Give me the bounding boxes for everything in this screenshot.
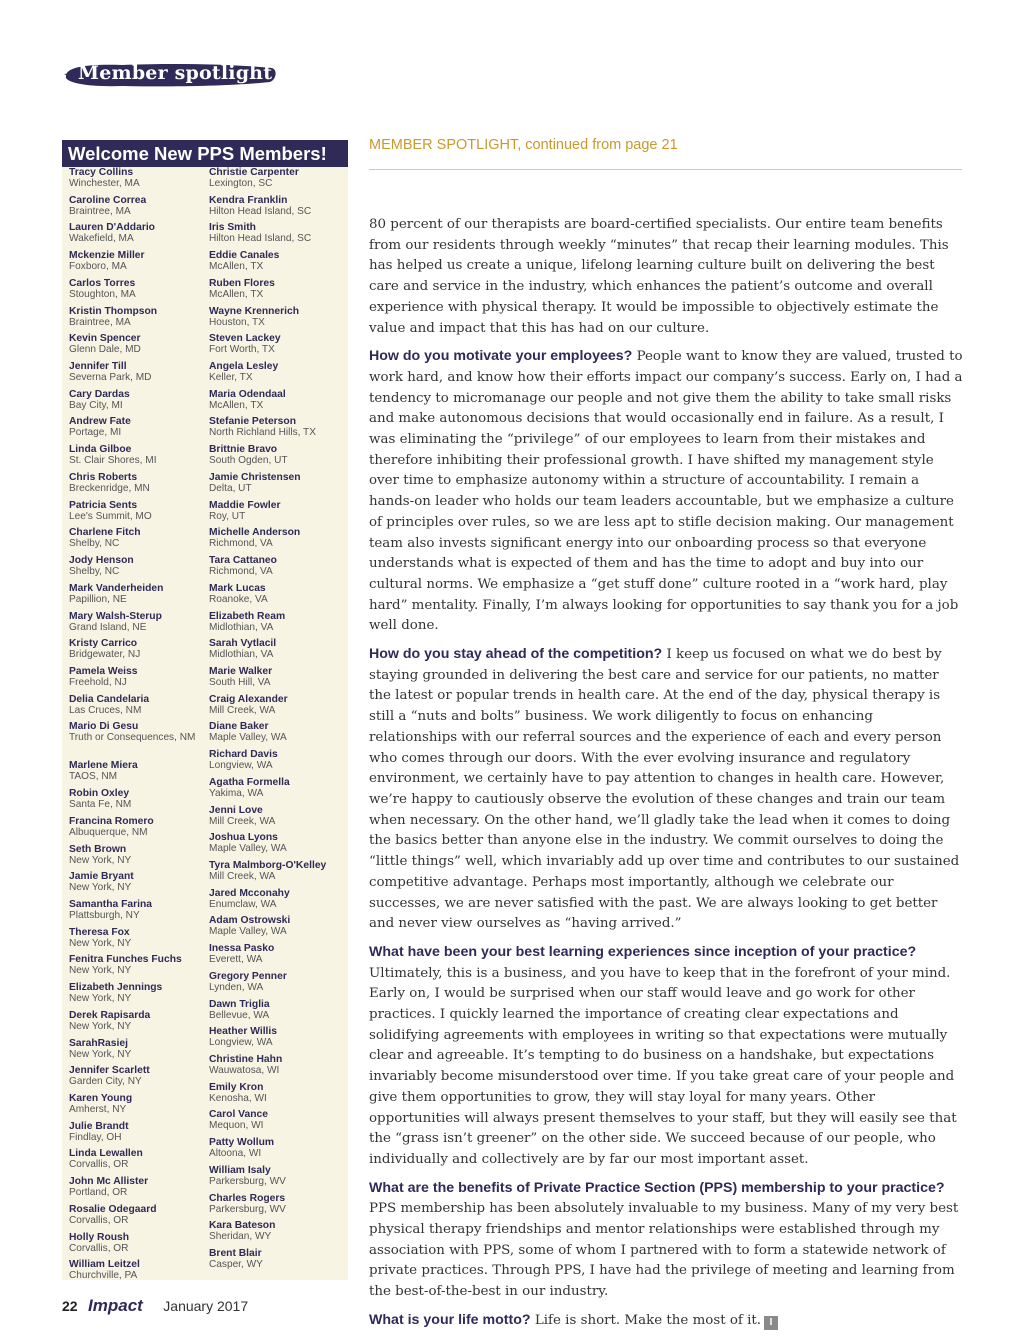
member-name: Maddie Fowler bbox=[209, 499, 281, 511]
member-name: Jennifer Till bbox=[69, 361, 127, 373]
member-name: Andrew Fate bbox=[69, 416, 131, 428]
member-entry bbox=[209, 306, 345, 334]
member-name: Mark Lucas bbox=[209, 582, 266, 594]
member-location: Houston, TX bbox=[209, 316, 265, 328]
member-name: Carlos Torres bbox=[69, 277, 136, 289]
member-location: Kenosha, WI bbox=[209, 1092, 267, 1104]
member-entry bbox=[69, 1176, 209, 1204]
member-name: Linda Gilboe bbox=[69, 444, 132, 456]
member-name: Sarah Vytlacil bbox=[209, 638, 277, 650]
member-name: Craig Alexander bbox=[209, 693, 288, 705]
member-name: Elizabeth Ream bbox=[209, 610, 286, 622]
member-name: Tara Cattaneo bbox=[209, 555, 277, 567]
member-location: Longview, WA bbox=[209, 1037, 273, 1049]
member-location: Mill Creek, WA bbox=[209, 815, 276, 827]
answer: Life is short. Make the most of it. bbox=[534, 1312, 762, 1328]
member-location: Corvallis, OR bbox=[69, 1242, 129, 1254]
question: How do you motivate your employees? bbox=[369, 348, 633, 365]
member-entry bbox=[69, 555, 209, 583]
page-footer bbox=[62, 1296, 248, 1316]
member-entry bbox=[69, 927, 209, 955]
member-location: Plattsburgh, NY bbox=[69, 909, 140, 921]
member-location: Amherst, NY bbox=[69, 1104, 127, 1115]
new-members-sidebar bbox=[62, 140, 348, 1280]
member-location: Truth or Consequences, NM bbox=[69, 732, 196, 744]
member-name: Adam Ostrowski bbox=[209, 915, 291, 927]
member-location: Maple Valley, WA bbox=[209, 843, 287, 855]
member-entry bbox=[69, 1038, 209, 1066]
member-name: Gregory Penner bbox=[209, 970, 287, 982]
member-location: Bellevue, WA bbox=[209, 1009, 270, 1021]
member-entry bbox=[209, 832, 345, 860]
member-location: Delta, UT bbox=[209, 482, 252, 494]
member-name: Rosalie Odegaard bbox=[69, 1203, 157, 1215]
member-entry bbox=[69, 1121, 209, 1149]
member-location: South Hill, VA bbox=[209, 676, 271, 688]
member-entry bbox=[209, 666, 345, 694]
member-location: McAllen, TX bbox=[209, 261, 264, 273]
member-name: Dawn Triglia bbox=[209, 998, 270, 1010]
member-entry bbox=[209, 1054, 345, 1082]
member-location: Papillion, NE bbox=[69, 593, 127, 605]
member-location: Mequon, WI bbox=[209, 1120, 264, 1132]
member-name: Kevin Spencer bbox=[69, 333, 141, 345]
member-entry bbox=[209, 555, 345, 583]
member-entry bbox=[69, 788, 209, 816]
member-name: Charlene Fitch bbox=[69, 527, 141, 539]
member-location: South Ogden, UT bbox=[209, 455, 288, 467]
member-location: Breckenridge, MN bbox=[69, 482, 150, 494]
member-location: Freehold, NJ bbox=[69, 676, 127, 688]
member-entry bbox=[69, 250, 209, 278]
member-name: Mary Walsh-Sterup bbox=[69, 610, 162, 622]
member-name: Robin Oxley bbox=[69, 788, 130, 800]
divider bbox=[369, 169, 962, 170]
member-location: Midlothian, VA bbox=[209, 621, 274, 633]
member-name: Heather Willis bbox=[209, 1026, 278, 1038]
member-name: Tyra Malmborg-O'Kelley bbox=[209, 859, 327, 871]
member-location: Braintree, MA bbox=[69, 205, 131, 217]
member-name: Maria Odendaal bbox=[209, 388, 286, 400]
sidebar-title: Welcome New PPS Members! bbox=[62, 140, 348, 167]
member-location: Lexington, SC bbox=[209, 178, 273, 189]
member-name: Ruben Flores bbox=[209, 277, 275, 289]
member-entry bbox=[209, 250, 345, 278]
answer: I keep us focused on what we do best by staying grounded in delivering the best care and service for our patients, no matter the latest or popular trends in health care. At the end of the day, physical therapy is still a “nuts and bolts” business. We work diligently to focus on enhancing relationships with our referral sources and the experience of each and every person who comes through our doors. With the ever evolving insurance and regulatory environment, we certainly have to pay attention to changes in health care. However, we’re happy to cautiously observe the evolution of these changes and train our team when necessary. On the other hand, we’ll gladly take the lead when it comes to doing the basics better than anyone else in the industry. We commit ourselves to doing the “little things” well, which invariably add up over time and contributes to our sustained competitive advantage. Perhaps most importantly, although we celebrate our successes, we are never satisfied with the past. We are always looking to get better and never view ourselves as “having arrived.” bbox=[369, 647, 960, 932]
member-location: Mill Creek, WA bbox=[209, 870, 276, 882]
member-entry bbox=[69, 472, 209, 500]
member-name: Christine Hahn bbox=[209, 1054, 283, 1065]
article-body bbox=[369, 215, 963, 1339]
member-name: Patty Wollum bbox=[209, 1137, 275, 1149]
member-entry bbox=[69, 389, 209, 417]
member-entry bbox=[209, 167, 345, 195]
member-location: Foxboro, MA bbox=[69, 261, 127, 273]
member-name: Jamie Bryant bbox=[69, 871, 134, 883]
member-entry bbox=[209, 638, 345, 666]
member-name: Christie Carpenter bbox=[209, 167, 299, 178]
member-name: Tracy Collins bbox=[69, 167, 134, 178]
member-entry bbox=[69, 760, 209, 788]
member-location: Las Cruces, NM bbox=[69, 704, 142, 716]
member-name: Caroline Correa bbox=[69, 194, 147, 206]
member-location: Altoona, WI bbox=[209, 1148, 262, 1160]
member-column-left bbox=[69, 167, 209, 1287]
member-location: New York, NY bbox=[69, 882, 132, 894]
member-location: Fort Worth, TX bbox=[209, 344, 275, 356]
member-name: Chris Roberts bbox=[69, 471, 138, 483]
member-location: Casper, WY bbox=[209, 1259, 263, 1271]
member-name: Diane Baker bbox=[209, 721, 269, 733]
member-name: Kristin Thompson bbox=[69, 305, 158, 317]
member-name: Marlene Miera bbox=[69, 760, 138, 772]
member-location: Wauwatosa, WI bbox=[209, 1065, 280, 1076]
member-entry bbox=[69, 167, 209, 195]
member-location: Sheridan, WY bbox=[209, 1231, 272, 1243]
member-location: Yakima, WA bbox=[209, 787, 264, 799]
member-location: Richmond, VA bbox=[209, 538, 273, 550]
member-location: Corvallis, OR bbox=[69, 1214, 129, 1226]
section-label: Member spotlight bbox=[78, 62, 273, 84]
member-name: John Mc Allister bbox=[69, 1176, 149, 1188]
member-location: New York, NY bbox=[69, 937, 132, 949]
member-location: Parkersburg, WV bbox=[209, 1175, 286, 1187]
member-location: Bay City, MI bbox=[69, 399, 123, 411]
member-location: Roy, UT bbox=[209, 510, 246, 522]
member-name: Charles Rogers bbox=[209, 1192, 286, 1204]
member-entry bbox=[209, 777, 345, 805]
member-location: Stoughton, MA bbox=[69, 288, 136, 300]
member-entry bbox=[69, 816, 209, 844]
member-entry bbox=[69, 611, 209, 639]
member-name: Lauren D'Addario bbox=[69, 222, 155, 234]
member-entry bbox=[69, 666, 209, 694]
member-name: Francina Romero bbox=[69, 815, 154, 827]
member-entry bbox=[69, 1148, 209, 1176]
question: What have been your best learning experiences since inception of your practice? bbox=[369, 943, 917, 960]
member-name: Marie Walker bbox=[209, 665, 273, 677]
member-location: McAllen, TX bbox=[209, 288, 264, 300]
member-entry bbox=[69, 278, 209, 306]
member-entry bbox=[209, 416, 345, 444]
member-location: Maple Valley, WA bbox=[209, 926, 287, 938]
member-entry bbox=[209, 888, 345, 916]
member-name: Jenni Love bbox=[209, 804, 263, 816]
member-entry bbox=[209, 1026, 345, 1054]
member-name: Joshua Lyons bbox=[209, 832, 278, 844]
member-location: Parkersburg, WV bbox=[209, 1203, 286, 1215]
member-name: Seth Brown bbox=[69, 843, 127, 855]
member-entry bbox=[69, 899, 209, 927]
member-name: Fenitra Funches Fuchs bbox=[69, 954, 182, 966]
member-location: Lynden, WA bbox=[209, 981, 264, 993]
member-location: Longview, WA bbox=[209, 760, 273, 772]
member-entry bbox=[69, 527, 209, 555]
member-name: Jamie Christensen bbox=[209, 471, 301, 483]
member-location: McAllen, TX bbox=[209, 399, 264, 411]
member-location: New York, NY bbox=[69, 1020, 132, 1032]
member-entry bbox=[209, 971, 345, 999]
member-entry bbox=[209, 749, 345, 777]
member-entry bbox=[209, 721, 345, 749]
member-entry bbox=[209, 1137, 345, 1165]
member-entry bbox=[69, 694, 209, 722]
member-location: New York, NY bbox=[69, 993, 132, 1005]
end-mark-icon: I bbox=[764, 1316, 778, 1330]
member-entry bbox=[209, 444, 345, 472]
question: How do you stay ahead of the competition? bbox=[369, 646, 663, 663]
member-name: Steven Lackey bbox=[209, 333, 281, 345]
issue-date: January 2017 bbox=[163, 1298, 249, 1314]
qa-paragraph bbox=[369, 644, 963, 935]
continued-note: MEMBER SPOTLIGHT, continued from page 21 bbox=[369, 137, 678, 153]
section-banner bbox=[62, 60, 278, 90]
member-location: St. Clair Shores, MI bbox=[69, 455, 157, 467]
member-entry bbox=[69, 1093, 209, 1121]
member-name: Richard Davis bbox=[209, 749, 278, 761]
member-name: Julie Brandt bbox=[69, 1120, 129, 1132]
member-entry bbox=[209, 278, 345, 306]
member-name: Theresa Fox bbox=[69, 926, 130, 938]
member-name: Elizabeth Jennings bbox=[69, 982, 163, 994]
member-name: Brittnie Bravo bbox=[209, 444, 278, 456]
member-name: Pamela Weiss bbox=[69, 665, 138, 677]
member-entry bbox=[69, 500, 209, 528]
member-location: Richmond, VA bbox=[209, 566, 273, 578]
member-entry bbox=[69, 222, 209, 250]
member-name: Mark Vanderheiden bbox=[69, 582, 164, 594]
qa-paragraph bbox=[369, 1310, 963, 1332]
member-entry bbox=[209, 1165, 345, 1193]
member-entry bbox=[69, 306, 209, 334]
member-name: Mario Di Gesu bbox=[69, 721, 139, 733]
member-entry bbox=[209, 805, 345, 833]
member-location: Churchville, PA bbox=[69, 1270, 138, 1282]
answer: PPS membership has been absolutely invaluable to my business. Many of my very best physical therapy friendships and mentor relationships were established through my association with PPS, some of whom I partnered with to form a statewide network of private practices. Through PPS, I have had the privilege of meeting and learning from the best-of-the-best in our industry. bbox=[369, 1201, 959, 1300]
member-name: Inessa Pasko bbox=[209, 943, 275, 955]
member-location: Mill Creek, WA bbox=[209, 704, 276, 716]
member-name: Cary Dardas bbox=[69, 388, 130, 400]
page-number: 22 bbox=[62, 1298, 78, 1314]
question: What are the benefits of Private Practice Section (PPS) membership to your practice? bbox=[369, 1179, 945, 1196]
qa-paragraph bbox=[369, 346, 963, 637]
member-name: Wayne Krennerich bbox=[209, 305, 300, 317]
member-entry bbox=[69, 416, 209, 444]
member-name: Mckenzie Miller bbox=[69, 250, 145, 262]
member-entry bbox=[69, 1065, 209, 1093]
member-name: Kendra Franklin bbox=[209, 194, 288, 206]
member-name: Michelle Anderson bbox=[209, 527, 301, 539]
member-entry bbox=[69, 954, 209, 982]
member-name: William Isaly bbox=[209, 1164, 271, 1176]
member-name: Stefanie Peterson bbox=[209, 416, 296, 428]
member-location: Portland, OR bbox=[69, 1187, 128, 1199]
member-name: Karen Young bbox=[69, 1093, 133, 1104]
member-location: Enumclaw, WA bbox=[209, 898, 277, 910]
member-location: Findlay, OH bbox=[69, 1131, 122, 1143]
member-entry bbox=[209, 500, 345, 528]
member-location: Shelby, NC bbox=[69, 566, 120, 578]
member-location: Bridgewater, NJ bbox=[69, 649, 141, 661]
member-name: Patricia Sents bbox=[69, 499, 138, 511]
member-entry bbox=[209, 1082, 345, 1110]
qa-paragraph bbox=[369, 942, 963, 1171]
member-name: William Leitzel bbox=[69, 1259, 140, 1271]
answer: People want to know they are valued, trusted to work hard, and know how their efforts impact our company’s success. Early on, I had a tendency to micromanage our people and not give them the ability to take small risks and make autonomous decisions that would occasionally end in failure. As a result, I was eliminating the “privilege” of our employees to learn from their mistakes and therefore inhibiting their professional growth. I have shifted my management style over time to emphasize autonomy within a structure of accountability. I remain a hands-on leader who holds our team leaders accountable, but we emphasize a culture of principles over rules, so we are less apt to stifle decision making. Our management team also invests significant energy into our onboarding process so that everyone understands what is expected of them and has the time to adopt and buy into our cultural norms. We emphasize a “get stuff done” culture rooted in a “work hard, play hard” mentality. Finally, I’m always looking for opportunities to say thank you for a job well done. bbox=[369, 349, 963, 634]
member-location: Garden City, NY bbox=[69, 1076, 142, 1088]
member-entry bbox=[209, 222, 345, 250]
member-entry bbox=[209, 611, 345, 639]
member-location: Braintree, MA bbox=[69, 316, 131, 328]
member-name: Jennifer Scarlett bbox=[69, 1065, 150, 1077]
member-name: Agatha Formella bbox=[209, 776, 290, 788]
member-location: New York, NY bbox=[69, 854, 132, 866]
member-entry bbox=[69, 844, 209, 872]
member-entry bbox=[209, 1109, 345, 1137]
member-entry bbox=[69, 361, 209, 389]
member-entry bbox=[209, 583, 345, 611]
member-entry bbox=[209, 472, 345, 500]
member-entry bbox=[69, 721, 209, 760]
magazine-name: Impact bbox=[88, 1296, 143, 1315]
member-name: Delia Candelaria bbox=[69, 693, 150, 705]
member-entry bbox=[209, 333, 345, 361]
member-location: Glenn Dale, MD bbox=[69, 344, 141, 356]
article-intro: 80 percent of our therapists are board-certified specialists. Our entire team benefits from our residents through weekly “minutes” that recap their learning modules. This has helped us create a unique, lifelong learning culture built on delivering the best care and service in the industry, which enhances the patient’s outcome and overall experience with physical therapy. It would be impossible to objectively estimate the value and impact that this has had on our culture. bbox=[369, 217, 949, 336]
member-location: Wakefield, MA bbox=[69, 233, 134, 245]
member-entry bbox=[69, 871, 209, 899]
member-location: Roanoke, VA bbox=[209, 593, 268, 605]
member-entry bbox=[209, 361, 345, 389]
qa-paragraph bbox=[369, 1178, 963, 1303]
member-name: Samantha Farina bbox=[69, 898, 152, 910]
member-entry bbox=[69, 333, 209, 361]
member-entry bbox=[69, 982, 209, 1010]
question: What is your life motto? bbox=[369, 1311, 531, 1328]
member-entry bbox=[209, 1248, 345, 1276]
member-location: Maple Valley, WA bbox=[209, 732, 287, 744]
member-entry bbox=[209, 1193, 345, 1221]
member-location: New York, NY bbox=[69, 1048, 132, 1060]
member-location: Corvallis, OR bbox=[69, 1159, 129, 1171]
member-entry bbox=[209, 943, 345, 971]
member-location: Shelby, NC bbox=[69, 538, 120, 550]
member-entry bbox=[69, 195, 209, 223]
member-entry bbox=[209, 915, 345, 943]
member-location: Grand Island, NE bbox=[69, 621, 147, 633]
member-entry bbox=[69, 1010, 209, 1038]
member-name: Derek Rapisarda bbox=[69, 1009, 151, 1021]
member-entry bbox=[69, 1204, 209, 1232]
member-location: Hilton Head Island, SC bbox=[209, 205, 312, 217]
member-entry bbox=[69, 583, 209, 611]
member-location: Everett, WA bbox=[209, 954, 263, 966]
member-name: SarahRasiej bbox=[69, 1037, 128, 1049]
member-name: Linda Lewallen bbox=[69, 1148, 143, 1160]
member-location: North Richland Hills, TX bbox=[209, 427, 316, 439]
member-name: Angela Lesley bbox=[209, 361, 279, 373]
member-entry bbox=[69, 1232, 209, 1260]
member-name: Carol Vance bbox=[209, 1109, 268, 1121]
member-name: Kara Bateson bbox=[209, 1220, 276, 1232]
member-location: TAOS, NM bbox=[69, 771, 118, 783]
member-name: Jared Mcconahy bbox=[209, 887, 290, 899]
member-name: Kristy Carrico bbox=[69, 638, 138, 650]
member-location: Severna Park, MD bbox=[69, 372, 152, 384]
member-entry bbox=[209, 527, 345, 555]
member-entry bbox=[209, 999, 345, 1027]
answer: Ultimately, this is a business, and you have to keep that in the forefront of your mind. Early on, I would be surprised when our staff would leave and go work for other practices. I quickly learned the importance of creating clear expectations and solidifying agreements with employees in writing so that expectations were mutually clear and agreeable. It’s tempting to do business on a handshake, but expectations invariably become misunderstood over time. If you take great care of your people and give them opportunities to grow, they will stay loyal for many years. Other opportunities will always present themselves to your staff, but they will easily see that the “grass isn’t greener” on the other side. We succeed because of our people, who individually and collectively are by far our most important asset. bbox=[369, 965, 957, 1167]
member-column-right bbox=[209, 167, 345, 1276]
member-name: Jody Henson bbox=[69, 555, 134, 567]
member-location: Winchester, MA bbox=[69, 178, 140, 189]
member-entry bbox=[209, 860, 345, 888]
member-location: Albuquerque, NM bbox=[69, 826, 148, 838]
member-name: Eddie Canales bbox=[209, 250, 280, 262]
member-name: Iris Smith bbox=[209, 222, 256, 234]
member-location: New York, NY bbox=[69, 965, 132, 977]
member-location: Portage, MI bbox=[69, 427, 122, 439]
member-entry bbox=[69, 638, 209, 666]
member-entry bbox=[209, 195, 345, 223]
member-location: Lee's Summit, MO bbox=[69, 510, 152, 522]
member-entry bbox=[209, 389, 345, 417]
member-entry bbox=[69, 1259, 209, 1287]
member-name: Holly Roush bbox=[69, 1231, 130, 1243]
member-location: Keller, TX bbox=[209, 372, 253, 384]
member-location: Midlothian, VA bbox=[209, 649, 274, 661]
member-entry bbox=[69, 444, 209, 472]
member-location: Santa Fe, NM bbox=[69, 799, 132, 811]
member-name: Brent Blair bbox=[209, 1248, 262, 1260]
member-name: Emily Kron bbox=[209, 1081, 264, 1093]
member-location: Hilton Head Island, SC bbox=[209, 233, 312, 245]
member-entry bbox=[209, 1220, 345, 1248]
member-entry bbox=[209, 694, 345, 722]
